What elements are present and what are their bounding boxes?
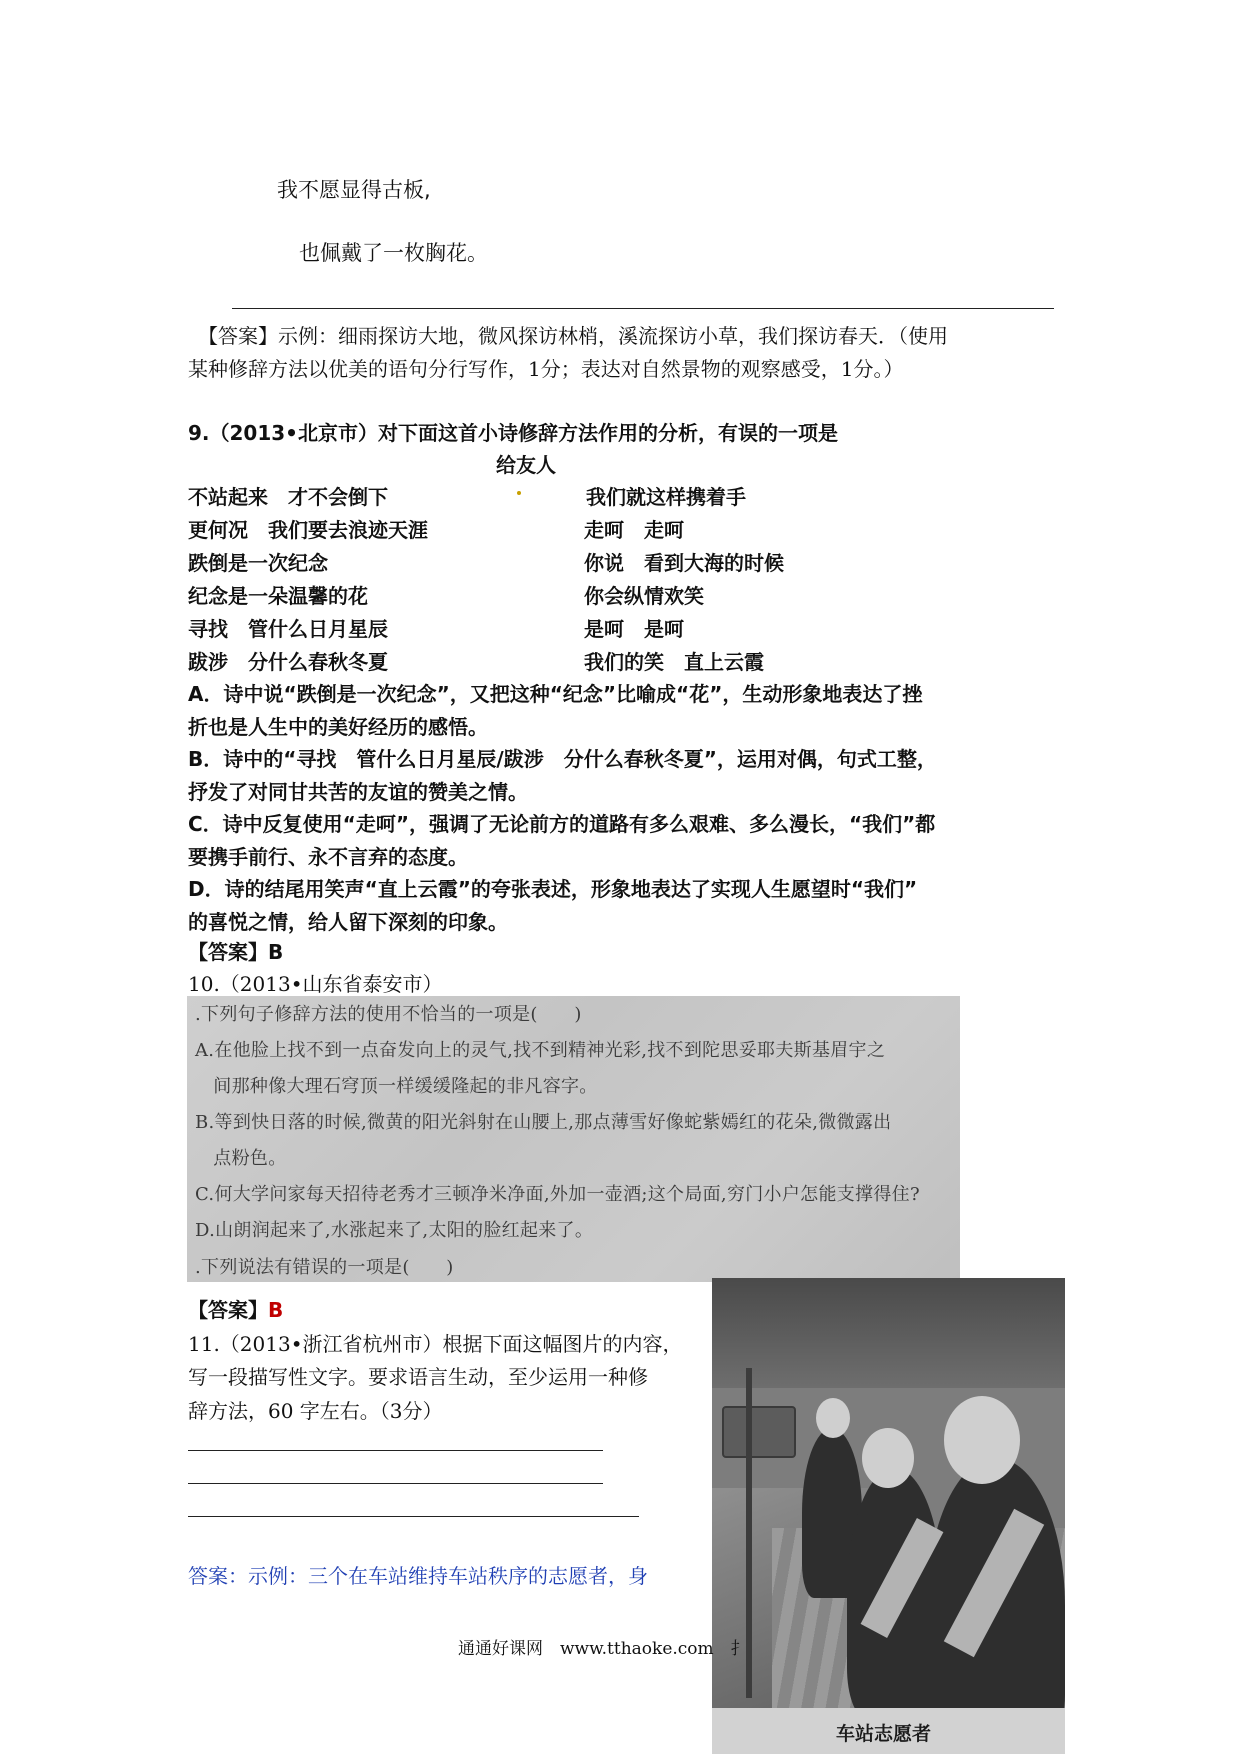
answer-rule bbox=[188, 1483, 603, 1484]
q9-poem-title: 给友人 bbox=[496, 453, 556, 477]
q11-answer-text: 示例：三个在车站维持车站秩序的志愿者，身 bbox=[248, 1564, 648, 1588]
q10-answer bbox=[188, 1294, 283, 1323]
poem-right-line: 我们的笑 直上云霞 bbox=[584, 650, 764, 674]
poem-right-line: 是呵 是呵 bbox=[584, 617, 684, 641]
q11-answer bbox=[188, 1560, 648, 1589]
answer-rule bbox=[188, 1450, 603, 1451]
stray-mark bbox=[517, 491, 521, 495]
scan-line: 点粉色。 bbox=[195, 1148, 287, 1169]
poem-line: 我不愿显得古板, bbox=[277, 178, 431, 202]
poem-right-line: 我们就这样携着手 bbox=[586, 485, 746, 509]
photo-canopy bbox=[712, 1278, 1065, 1388]
scan-line: D.山朗润起来了,水涨起来了,太阳的脸红起来了。 bbox=[195, 1220, 594, 1241]
q9-answer: 【答案】B bbox=[188, 940, 284, 964]
poem-left-line: 寻找 管什么日月星辰 bbox=[188, 617, 388, 641]
q11-stem: 辞方法，60 字左右。（3分） bbox=[188, 1399, 443, 1423]
q9-stem: 9.（2013•北京市）对下面这首小诗修辞方法作用的分析，有误的一项是 bbox=[188, 421, 838, 445]
scan-line: .下列说法有错误的一项是( ) bbox=[195, 1257, 454, 1278]
scan-line: .下列句子修辞方法的使用不恰当的一项是( ) bbox=[195, 1004, 582, 1025]
q11-stem: 11.（2013•浙江省杭州市）根据下面这幅图片的内容， bbox=[188, 1332, 683, 1356]
q9-option-d: D．诗的结尾用笑声“直上云霞”的夸张表述，形象地表达了实现人生愿望时“我们” bbox=[188, 877, 918, 901]
poem-right-line: 你会纵情欢笑 bbox=[584, 584, 704, 608]
photo-face bbox=[862, 1428, 914, 1488]
poem-left-line: 跌倒是一次纪念 bbox=[188, 551, 328, 575]
poem-right-line: 走呵 走呵 bbox=[584, 518, 684, 542]
poem-left-line: 不站起来 才不会倒下 bbox=[188, 485, 388, 509]
q9-option-c: 要携手前行、永不言弃的态度。 bbox=[188, 845, 468, 869]
q11-stem: 写一段描写性文字。要求语言生动，至少运用一种修 bbox=[188, 1365, 648, 1389]
poem-left-line: 跋涉 分什么春秋冬夏 bbox=[188, 650, 388, 674]
photo-face bbox=[944, 1396, 1020, 1484]
q8-answer-line: 【答案】示例：细雨探访大地，微风探访林梢，溪流探访小草，我们探访春天．（使用 bbox=[198, 324, 948, 348]
photo-face bbox=[816, 1398, 850, 1438]
page-footer: 通通好课网 www.tthaoke.com 扌 bbox=[458, 1639, 748, 1659]
scan-line: C.何大学问家每天招待老秀才三顿净米净面,外加一壶酒;这个局面,穷门小户怎能支撑得住? bbox=[195, 1184, 920, 1205]
volunteers-photo bbox=[712, 1278, 1065, 1754]
q9-option-b: B．诗中的“寻找 管什么日月星辰/跋涉 分什么春秋冬夏”，运用对偶，句式工整， bbox=[188, 747, 937, 771]
scanned-question-image bbox=[187, 996, 960, 1282]
q11-answer-prefix: 答案： bbox=[188, 1564, 248, 1588]
q10-answer-prefix: 【答案】 bbox=[188, 1298, 268, 1322]
poem-line: 也佩戴了一枚胸花。 bbox=[299, 241, 488, 265]
q9-option-b: 抒发了对同甘共苦的友谊的赞美之情。 bbox=[188, 780, 528, 804]
photo-caption: 车站志愿者 bbox=[836, 1723, 932, 1745]
scan-line: B.等到快日落的时候,微黄的阳光斜射在山腰上,那点薄雪好像蛇紫嫣红的花朵,微微露出 bbox=[195, 1112, 892, 1133]
q10-stem: 10.（2013•山东省泰安市） bbox=[188, 972, 443, 996]
q10-answer-letter: B bbox=[268, 1298, 284, 1322]
scan-line: A.在他脸上找不到一点奋发向上的灵气,找不到精神光彩,找不到陀思妥耶夫斯基眉宇之 bbox=[195, 1040, 886, 1061]
q8-answer-line: 某种修辞方法以优美的语句分行写作，1分；表达对自然景物的观察感受，1分。） bbox=[188, 357, 904, 381]
poem-left-line: 更何况 我们要去浪迹天涯 bbox=[188, 518, 428, 542]
poem-left-line: 纪念是一朵温馨的花 bbox=[188, 584, 368, 608]
scan-line: 间那种像大理石穹顶一样缓缓隆起的非凡容字。 bbox=[195, 1076, 598, 1097]
q9-option-d: 的喜悦之情，给人留下深刻的印象。 bbox=[188, 910, 508, 934]
photo-bus bbox=[722, 1406, 796, 1458]
q9-option-a: 折也是人生中的美好经历的感悟。 bbox=[188, 715, 488, 739]
poem-right-line: 你说 看到大海的时候 bbox=[584, 551, 784, 575]
answer-rule bbox=[188, 1516, 639, 1517]
answer-rule bbox=[232, 308, 1054, 309]
q9-option-c: C．诗中反复使用“走呵”，强调了无论前方的道路有多么艰难、多么漫长，“我们”都 bbox=[188, 812, 936, 836]
q9-option-a: A．诗中说“跌倒是一次纪念”，又把这种“纪念”比喻成“花”，生动形象地表达了挫 bbox=[188, 682, 923, 706]
